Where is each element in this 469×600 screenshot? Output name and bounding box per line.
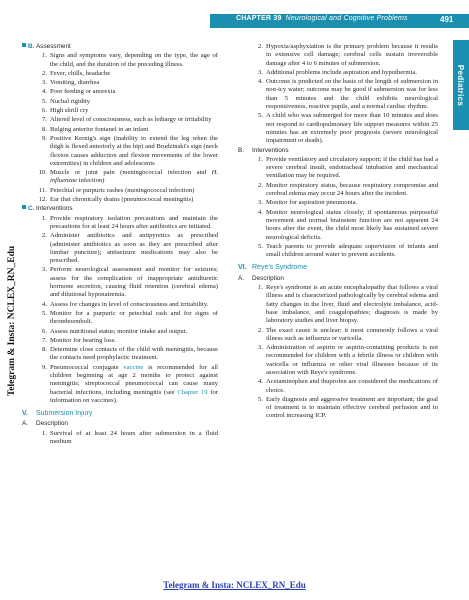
list-item: 4. Poor feeding or anorexia xyxy=(42,88,116,96)
list-item: 8. Bulging anterior fontanel in an infant xyxy=(42,125,149,133)
right-column xyxy=(238,43,438,422)
list-item: 7. Altered level of consciousness, such as lethargy or irritability xyxy=(42,116,212,124)
bottom-watermark[interactable]: Telegram & Insta: NCLEX_RN_Edu xyxy=(163,580,306,590)
list-item: 4. Acetaminophen and ibuprofen are considered the medications of choice. xyxy=(258,378,438,394)
list-item: 3. Additional problems include aspiration and hypothermia. xyxy=(258,68,417,76)
list-item: 3. Monitor for aspiration pneumonia. xyxy=(258,199,358,207)
list-item: 5. Monitor for a purpuric or petechial rash and for signs of thromboemboli. xyxy=(42,309,218,326)
section-vi-heading: VI. Reye's Syndrome xyxy=(238,264,308,272)
list-item: 1. Survival of at least 24 hours after submersion in a fluid medium xyxy=(42,429,218,446)
section-title: Interventions xyxy=(36,205,73,213)
list-item: 6. Assess nutritional status; monitor intake and output. xyxy=(42,327,188,335)
interventions-heading xyxy=(22,205,218,213)
section-title: Description xyxy=(36,420,68,428)
list-item: 1. Provide ventilatory and circulatory support; if the child has had a severe cerebral insult, endotracheal intubation and mechanical ventilation may be required. xyxy=(258,155,438,180)
left-column xyxy=(22,43,218,447)
list-item: 5. Early diagnosis and aggressive treatment are important; the goal of treatment is to maintain effective cerebral perfusion and to control increasing ICP. xyxy=(258,395,438,420)
section-letter: B. xyxy=(238,146,245,154)
description-heading xyxy=(238,275,438,283)
list-item: 8. Determine close contacts of the child with meningitis, because the contacts need prophylactic treatment. xyxy=(42,346,218,362)
chapter-label xyxy=(236,15,408,22)
section-letter: B. xyxy=(22,43,36,51)
chapter-title: Neurological and Cognitive Problems xyxy=(285,15,408,22)
list-item: 5. Nuchal rigidity xyxy=(42,97,91,105)
section-v-heading: V. Submersion Injury xyxy=(22,410,93,418)
description-list xyxy=(22,430,218,447)
list-item: 11. Petechial or purpuric rashes (meningococcal infection) xyxy=(39,186,195,194)
list-item: 6. High shrill cry xyxy=(42,107,89,115)
section-title: Assessment xyxy=(36,43,71,50)
reyes-description-list xyxy=(238,284,438,421)
list-item: 2. The exact cause is unclear; it most commonly follows a viral illness such as influenza or varicella. xyxy=(258,326,438,342)
list-item: 5. Teach parents to provide adequate supervision of infants and small children around water to prevent accidents. xyxy=(258,242,438,259)
list-item: 1. Reye's syndrome is an acute encephalopathy that follows a viral illness and is characterized pathologically by cerebral edema and fatty changes in the liver, fluid and electrolyte imbalance, acid-base imbalance, and coagulopathies; diagnosis is made by laboratory studies and liver biopsy. xyxy=(258,284,438,325)
section-letter: C. xyxy=(22,205,36,213)
bullet-square-icon xyxy=(22,205,26,209)
list-item: 9. Pneumococcal conjugate vaccine is recommended for all children beginning at age 2 months to protect against meningitis; streptococcal pneumococcal can cause many bacterial infections, including meningitis (see Chapter 19 for information on vaccines). xyxy=(42,363,218,404)
side-tab xyxy=(453,40,469,130)
chapter-number: CHAPTER 39 xyxy=(236,15,282,22)
list-item: 1. Signs and symptoms vary, depending on the type, the age of the child, and the duration of the preceding illness. xyxy=(42,52,218,68)
bullet-square-icon xyxy=(22,43,26,47)
list-item: 2. Hypoxia/asphyxiation is the primary problem because it results in extensive cell damage; cerebral cells sustain irreversible damage after 4 to 6 minutes of submersion. xyxy=(258,43,438,67)
page-header xyxy=(0,0,469,28)
list-item: 3. Administration of aspirin or aspirin-containing products is not recommended for children with a febrile illness or children with varicella or influenza or other viral illnesses because of its association with Reye's syndrome. xyxy=(258,344,438,376)
list-item: 4. Assess for changes in level of consciousness and irritability. xyxy=(42,300,209,308)
side-watermark: Telegram & Insta: NCLEX_RN_Edu xyxy=(7,245,17,397)
page-number: 491 xyxy=(440,15,454,24)
interventions-list xyxy=(22,215,218,406)
list-item: 2. Fever, chills, headache xyxy=(42,69,111,77)
description-heading xyxy=(22,420,218,428)
list-item: 2. Monitor respiratory status, because respiratory compromise and cerebral edema may occur 24 hours after the incident. xyxy=(258,181,438,198)
list-item: 4. Monitor neurological status closely; if spontaneous purposeful movement and normal brainstem function are not apparent 24 hours after the event, the child most likely has sustained severe neurological deficits. xyxy=(258,208,438,241)
assessment-list xyxy=(22,52,218,204)
list-item: 5. A child who was submerged for more than 10 minutes and does not respond to cardiopulmonary life support measures within 25 minutes has an extremely poor prognosis (severe neurological impairment or death). xyxy=(258,112,438,145)
section-letter: A. xyxy=(22,420,29,428)
list-item: 10. Muscle or joint pain (meningococcal infection and H. influenzae infection) xyxy=(38,169,218,185)
list-item: 12. Ear that chronically drains (pneumococcal meningitis) xyxy=(38,196,194,204)
side-tab-label: Pediatrics xyxy=(456,64,466,106)
vaccine-link[interactable]: vaccine xyxy=(123,363,144,371)
submersion-description-list xyxy=(238,43,438,146)
assessment-heading xyxy=(22,43,218,51)
list-item: 3. Vomiting, diarrhea xyxy=(42,79,100,87)
list-item: 1. Provide respiratory isolation precautions and maintain the precautions for at least 24 hours after antibiotics are initiated. xyxy=(42,214,218,230)
section-letter: A. xyxy=(238,274,245,282)
list-item: 9. Positive Kernig's sign (inability to extend the leg when the thigh is flexed anteriorly at the hip) and Brudzinski's sign (neck flexion causes adduction and flexion movements of the lower extremities) in children and adolescents xyxy=(42,134,218,167)
submersion-interventions-list xyxy=(238,156,438,260)
section-title: Description xyxy=(252,274,284,282)
list-item: 4. Outcome is predicted on the basis of the length of submersion in non-icy water; outcome may be good if submersion was for less than 5 minutes and the child exhibits neurological responsiveness, reactive pupils, and a normal cardiac rhythm. xyxy=(258,78,438,111)
list-item: 3. Perform neurological assessment and monitor for seizures; assess for the complication of inappropriate antidiuretic hormone secretion, causing fluid retention (cerebral edema) and dilutional hyponatremia. xyxy=(42,266,218,299)
list-item: 2. Administer antibiotics and antipyretics as prescribed (administer antibiotics as soon as they are prescribed after lumbar puncture); antiseizure medications may also be prescribed. xyxy=(42,232,218,265)
list-item: 7. Monitor for hearing loss. xyxy=(42,336,116,344)
interventions-heading xyxy=(238,147,438,155)
chapter-19-link[interactable]: Chapter 19 xyxy=(177,388,208,396)
section-title: Interventions xyxy=(252,146,289,154)
